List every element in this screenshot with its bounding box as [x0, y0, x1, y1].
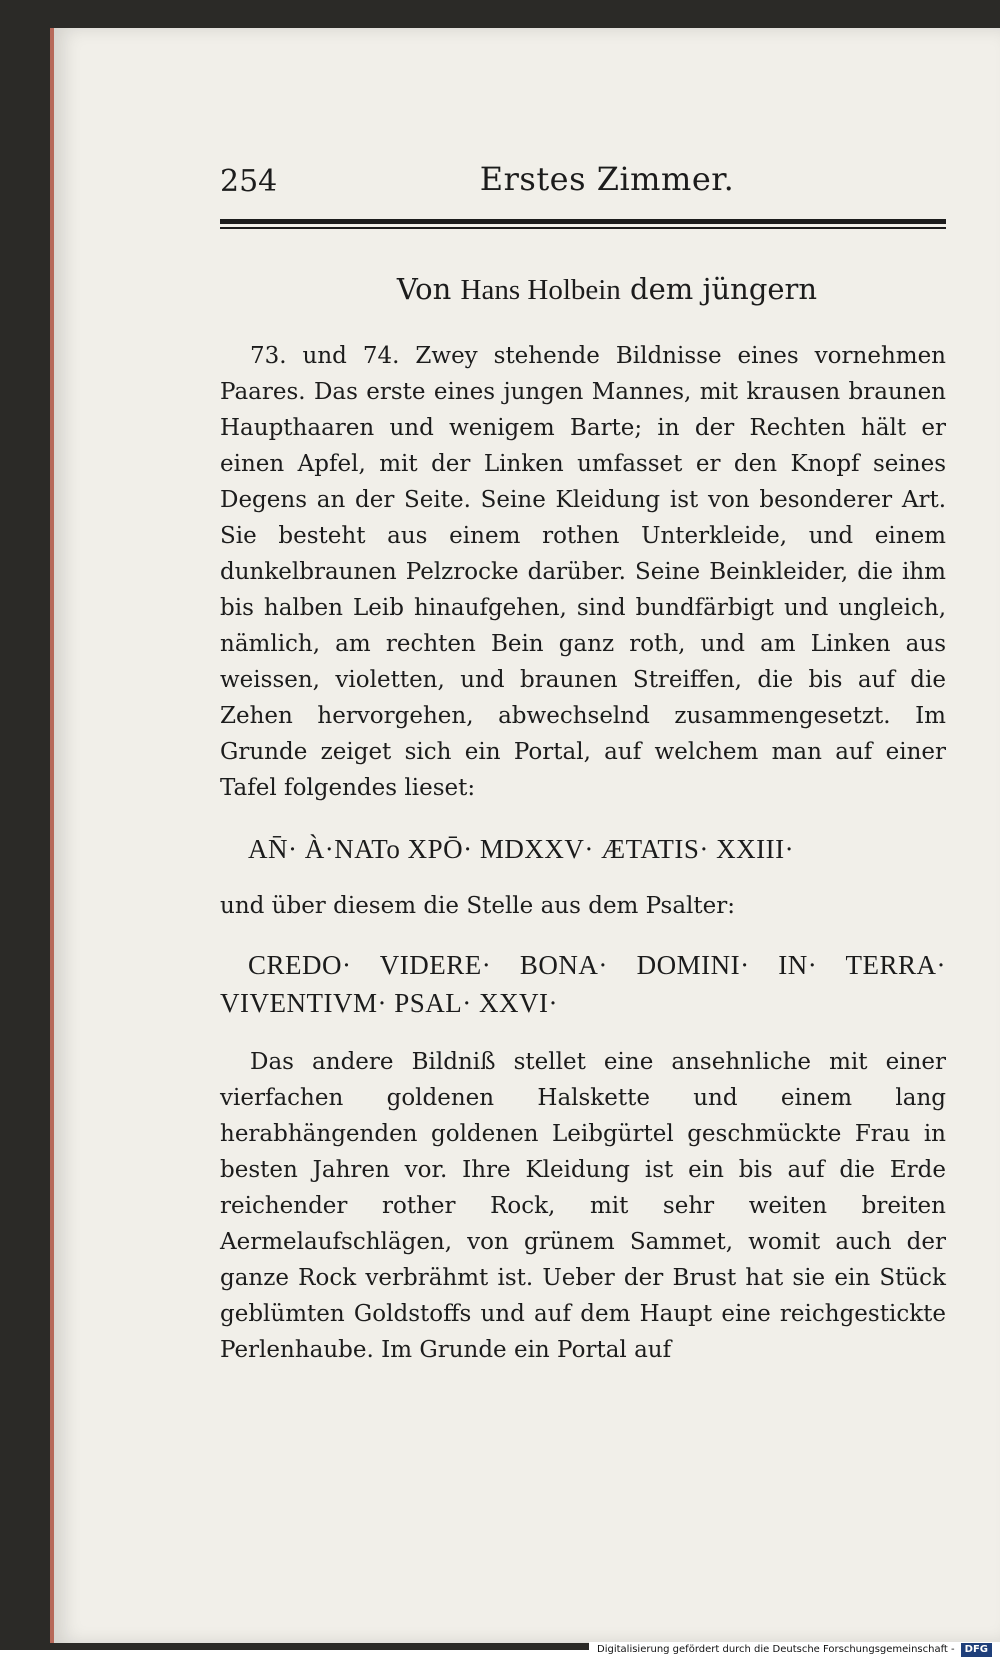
inscription-psalm: CREDO· VIDERE· BONA· DOMINI· IN· TERRA· VIVENTIVM· PSAL· XXVI·: [220, 950, 946, 1018]
inscription-date: AN̄· À·NATo XPŌ· MDXXV· ÆTATIS· XXIII·: [248, 834, 795, 864]
book-page: [50, 28, 1000, 1643]
heading-prefix: Von: [396, 272, 452, 306]
heading-suffix: dem jüngern: [630, 272, 818, 306]
header-rule-thin: [220, 227, 946, 229]
digitization-credit: [589, 1642, 1000, 1658]
paragraph-portrait-woman: Das andere Bildniß stellet eine ansehnliche mit einer vierfachen goldenen Halskette und einem lang herabhängenden goldenen Leibgürtel geschmückte Frau in besten Jahren vor. Ihre Kleidung ist ein bis auf die Erde reichender rother Rock, mit sehr weiten breiten Aermelaufschlägen, von grünem Sammet, womit auch der ganze Rock verbrähmt ist. Ueber der Brust hat sie ein Stück geblümten Goldstoffs und auf dem Haupt eine reichgestickte Perlenhaube. Im Grunde ein Portal auf: [220, 1049, 946, 1363]
running-title: Erstes Zimmer.: [479, 160, 735, 198]
credit-text: Digitalisierung gefördert durch die Deutsche Forschungsgemeinschaft -: [597, 1644, 955, 1655]
section-heading: [220, 272, 994, 307]
page-header: [220, 146, 994, 206]
dfg-logo: DFG: [961, 1643, 992, 1657]
connector-line: und über diesem die Stelle aus dem Psalter:: [220, 893, 736, 919]
body-text: [220, 338, 946, 1368]
page-number: 254: [220, 164, 278, 199]
header-rule-thick: [220, 219, 946, 224]
heading-artist-name: Hans Holbein: [460, 274, 621, 306]
paragraph-portrait-man: 73. und 74. Zwey stehende Bildnisse eines vornehmen Paares. Das erste eines jungen Mannes, mit krausen braunen Haupthaaren und wenigem Barte; in der Rechten hält er einen Apfel, mit der Linken umfasset er den Knopf seines Degens an der Seite. Seine Kleidung ist von besonderer Art. Sie besteht aus einem rothen Unterkleide, und einem dunkelbraunen Pelzrocke darüber. Seine Beinkleider, die ihm bis halben Leib hinaufgehen, sind bundfärbigt und ungleich, nämlich, am rechten Bein ganz roth, und am Linken aus weissen, violetten, und braunen Streiffen, die bis auf die Zehen hervorgehen, abwechselnd zusammengesetzt. Im Grunde zeiget sich ein Portal, auf welchem man auf einer Tafel folgendes lieset:: [220, 343, 946, 801]
